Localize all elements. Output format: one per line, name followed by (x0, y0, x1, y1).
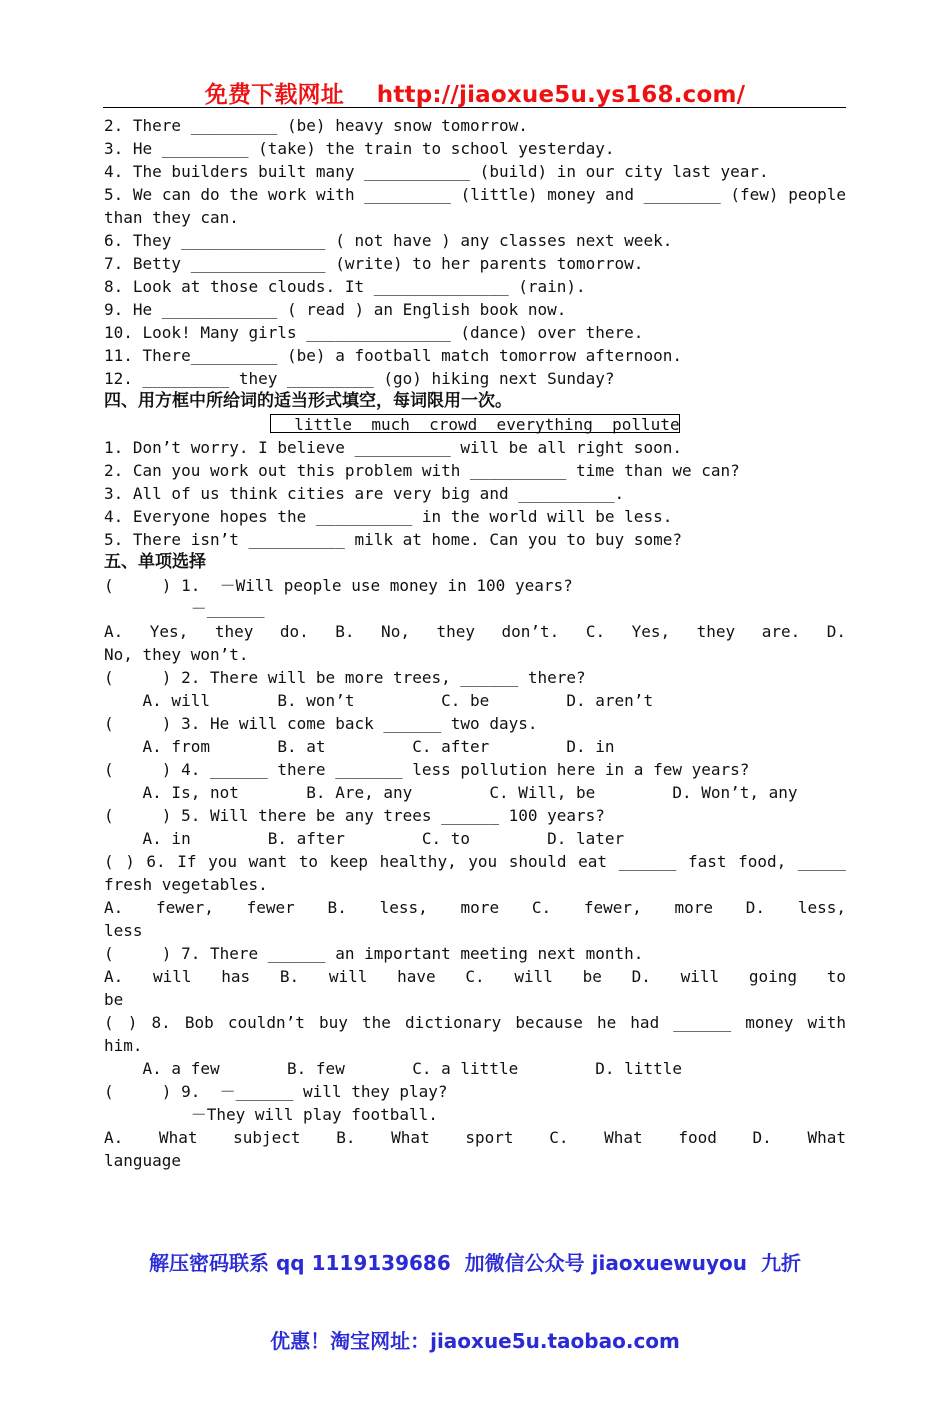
section4-heading: 四、用方框中所给词的适当形式填空，每词限用一次。 (104, 391, 512, 411)
list-item: 8. Look at those clouds. It ______________ (rain). (104, 277, 586, 296)
option-line: A. in B. after C. to D. later (104, 829, 625, 848)
option-line: A. Yes, they do. B. No, they don’t. C. Yes, they are. D. (104, 622, 846, 641)
question-line: －They will play football. (104, 1105, 438, 1124)
option-line: A. will B. won’t C. be D. aren’t (104, 691, 654, 710)
option-line: A. What subject B. What sport C. What food D. What (104, 1128, 846, 1147)
question-line: ( ) 8. Bob couldn’t buy the dictionary because he had ______ money with (104, 1013, 846, 1032)
question-line: ( ) 9. －______ will they play? (104, 1082, 448, 1101)
section3-items (104, 114, 846, 390)
list-item: 7. Betty ______________ (write) to her parents tomorrow. (104, 254, 644, 273)
contact-footer (0, 1198, 950, 1406)
question-line: him. (104, 1036, 143, 1055)
list-item: 3. All of us think cities are very big and __________. (104, 484, 625, 503)
option-line: A. a few B. few C. a little D. little (104, 1059, 682, 1078)
list-item: 11. There_________ (be) a football match tomorrow afternoon. (104, 346, 682, 365)
list-item: 9. He ____________ ( read ) an English book now. (104, 300, 567, 319)
worksheet-content (104, 114, 846, 1172)
option-line: A. fewer, fewer B. less, more C. fewer, more D. less, (104, 898, 846, 917)
question-line: ( ) 7. There ______ an important meeting next month. (104, 944, 644, 963)
section4 (104, 390, 846, 551)
list-item: 5. We can do the work with _________ (little) money and ________ (few) people (104, 185, 846, 204)
word-box: little much crowd everything pollute (270, 414, 680, 433)
option-line: less (104, 921, 143, 940)
download-url-header: 免费下载网址 http://jiaoxue5u.ys168.com/ (204, 82, 746, 108)
question-line: －______ (104, 599, 265, 618)
list-item-continuation: than they can. (104, 208, 239, 227)
question-line: fresh vegetables. (104, 875, 268, 894)
question-line: ( ) 3. He will come back ______ two days. (104, 714, 538, 733)
section5-heading: 五、单项选择 (104, 552, 206, 572)
list-item: 3. He _________ (take) the train to school yesterday. (104, 139, 615, 158)
footer-line: 优惠！淘宝网址：jiaoxue5u.taobao.com (270, 1329, 680, 1353)
question-line: ( ) 5. Will there be any trees ______ 100 years? (104, 806, 605, 825)
option-line: No, they won’t. (104, 645, 249, 664)
footer-line: 解压密码联系 qq 1119139686 加微信公众号 jiaoxuewuyou 九折 (149, 1251, 801, 1275)
header-divider (103, 107, 846, 108)
list-item: 4. Everyone hopes the __________ in the world will be less. (104, 507, 673, 526)
question-line: ( ) 6. If you want to keep healthy, you should eat ______ fast food, _____ (104, 852, 846, 871)
list-item: 1. Don’t worry. I believe __________ will be all right soon. (104, 438, 682, 457)
option-line: A. will has B. will have C. will be D. will going to (104, 967, 846, 986)
list-item: 4. The builders built many ___________ (build) in our city last year. (104, 162, 769, 181)
word-box-row (104, 413, 846, 436)
list-item: 12. _________ they _________ (go) hiking next Sunday? (104, 369, 615, 388)
question-line: ( ) 4. ______ there _______ less pollution here in a few years? (104, 760, 750, 779)
option-line: A. from B. at C. after D. in (104, 737, 615, 756)
list-item: 2. There _________ (be) heavy snow tomorrow. (104, 116, 528, 135)
option-line: A. Is, not B. Are, any C. Will, be D. Won’t, any (104, 783, 798, 802)
option-line: language (104, 1151, 182, 1170)
list-item: 5. There isn’t __________ milk at home. Can you to buy some? (104, 530, 682, 549)
question-line: ( ) 2. There will be more trees, ______ there? (104, 668, 586, 687)
list-item: 2. Can you work out this problem with __________ time than we can? (104, 461, 740, 480)
option-line: be (104, 990, 124, 1009)
question-line: ( ) 1. －Will people use money in 100 years? (104, 576, 573, 595)
list-item: 6. They _______________ ( not have ) any classes next week. (104, 231, 673, 250)
list-item: 10. Look! Many girls _______________ (dance) over there. (104, 323, 644, 342)
section5 (104, 551, 846, 1172)
